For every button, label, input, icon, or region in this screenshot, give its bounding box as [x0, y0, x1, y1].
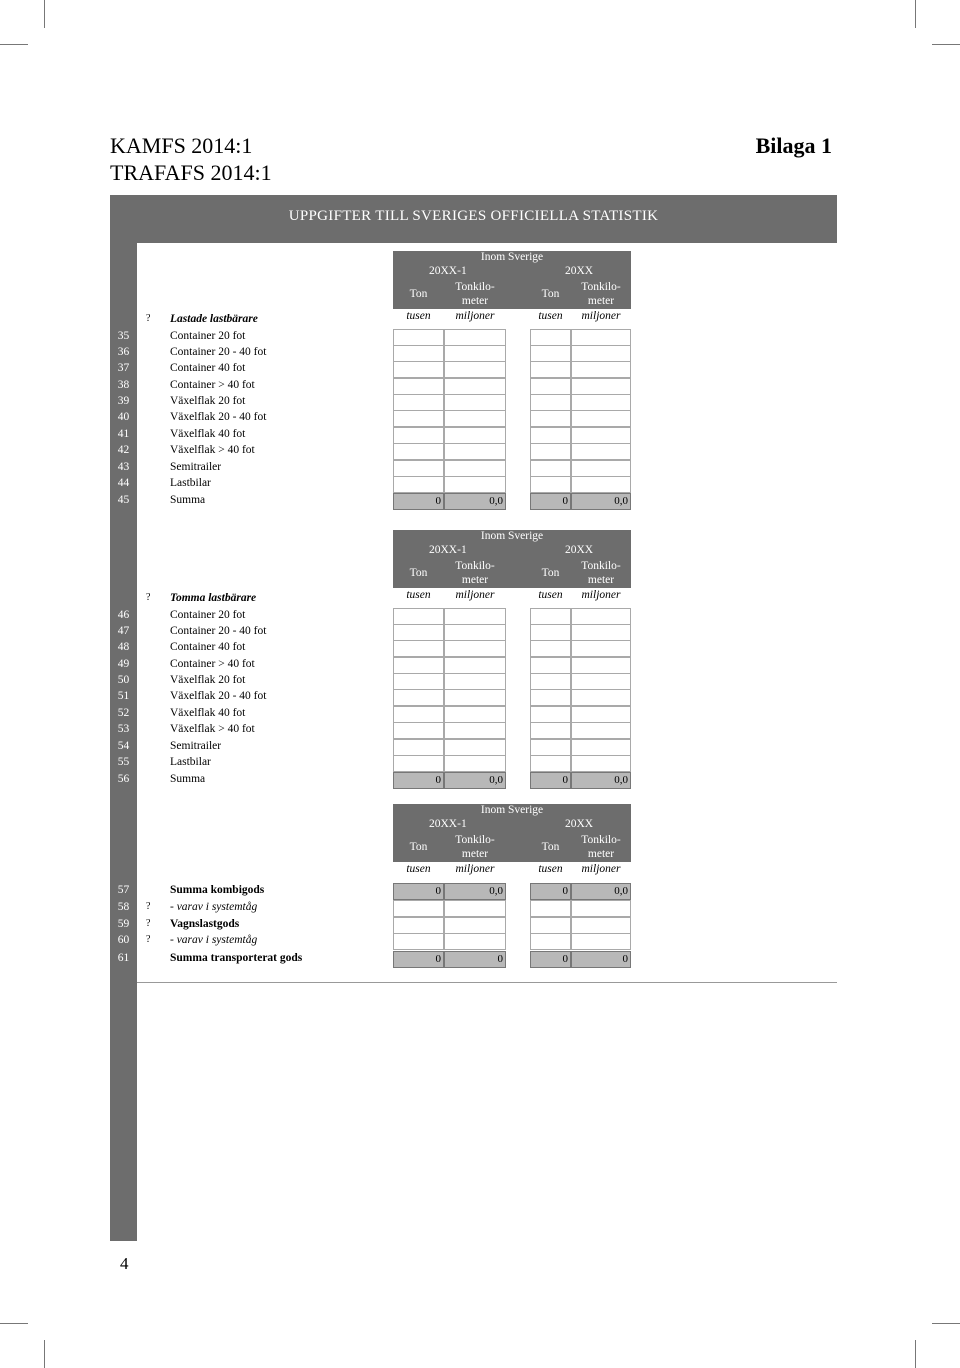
- row-number: 57: [117, 884, 130, 896]
- info-marker[interactable]: ?: [146, 900, 151, 912]
- info-marker[interactable]: ?: [146, 313, 151, 324]
- document-id: [110, 132, 272, 186]
- document-id-line1: KAMFS 2014:1: [110, 133, 253, 158]
- input-cell[interactable]: [393, 755, 444, 772]
- header-periods: [393, 818, 631, 832]
- page-number: 4: [120, 1254, 129, 1273]
- header-group-label: Inom Sverige: [480, 530, 544, 542]
- input-cell[interactable]: [530, 640, 571, 657]
- row-label: Container 40 fot: [170, 641, 246, 653]
- row-label: Semitrailer: [170, 461, 222, 473]
- input-cell[interactable]: [530, 476, 571, 493]
- header-col-text: Ton: [541, 567, 560, 579]
- row-label: Container 20 - 40 fot: [170, 346, 267, 358]
- row-number: 37: [117, 362, 130, 374]
- unit-label: miljoner: [581, 863, 621, 875]
- input-cell[interactable]: [444, 427, 506, 444]
- input-cell[interactable]: [571, 722, 631, 739]
- input-cell[interactable]: [393, 476, 444, 493]
- header-col-text: meter: [461, 574, 489, 586]
- header-col-text: Ton: [541, 841, 560, 853]
- header-col-text: Ton: [409, 567, 428, 579]
- crop-mark: [44, 1340, 45, 1368]
- row-number: 59: [117, 917, 130, 930]
- input-cell[interactable]: [393, 900, 444, 917]
- header-col-text: Tonkilo-: [455, 834, 495, 846]
- input-cell[interactable]: [444, 361, 506, 378]
- input-cell[interactable]: [444, 378, 506, 395]
- input-cell[interactable]: [571, 460, 631, 477]
- sum-cell: 0: [530, 883, 571, 900]
- row-label: Lastbilar: [170, 756, 211, 768]
- row-number: 55: [117, 756, 130, 768]
- row-number: 44: [117, 477, 130, 489]
- input-cell[interactable]: [571, 900, 631, 917]
- input-cell[interactable]: [571, 657, 631, 674]
- row-number: 51: [117, 690, 130, 702]
- row-number: 53: [117, 723, 130, 735]
- row-label: Container 40 fot: [170, 362, 246, 374]
- input-cell[interactable]: [444, 394, 506, 411]
- header-col-1: [393, 840, 444, 854]
- row-label: Växelflak 20 fot: [170, 674, 246, 686]
- header-col-3: [530, 840, 571, 854]
- sum-cell: 0: [393, 772, 444, 789]
- info-marker[interactable]: ?: [146, 592, 151, 603]
- header-columns: [393, 832, 631, 862]
- input-cell[interactable]: [530, 460, 571, 477]
- input-cell[interactable]: [571, 345, 631, 362]
- header-group-label: Inom Sverige: [480, 251, 544, 263]
- header-col-3: [530, 566, 571, 580]
- input-cell[interactable]: [530, 361, 571, 378]
- header-col-text: meter: [461, 848, 489, 860]
- column-header: [393, 522, 631, 600]
- input-cell[interactable]: [571, 739, 631, 756]
- input-cell[interactable]: [571, 394, 631, 411]
- header-col-1: [393, 566, 444, 580]
- crop-mark: [915, 1340, 916, 1368]
- document-id-line2: TRAFAFS 2014:1: [110, 160, 272, 185]
- input-cell[interactable]: [530, 933, 571, 950]
- unit-label: miljoner: [455, 589, 495, 601]
- row-label: - varav i systemtåg: [170, 900, 258, 913]
- input-cell[interactable]: [571, 755, 631, 772]
- period-2-label: 20XX: [565, 265, 594, 277]
- sum-cell: 0: [571, 951, 631, 968]
- row-number: 52: [117, 707, 130, 719]
- input-cell[interactable]: [444, 933, 506, 950]
- header-col-4: [571, 280, 631, 308]
- input-cell[interactable]: [530, 739, 571, 756]
- banner: [110, 195, 837, 243]
- input-cell[interactable]: [530, 427, 571, 444]
- input-cell[interactable]: [393, 624, 444, 641]
- input-cell[interactable]: [530, 706, 571, 723]
- input-cell[interactable]: [393, 608, 444, 625]
- header-col-3: [530, 287, 571, 301]
- input-cell[interactable]: [530, 410, 571, 427]
- header-periods: [393, 544, 631, 558]
- period-1-label: 20XX-1: [429, 818, 467, 830]
- input-cell[interactable]: [393, 460, 444, 477]
- header-group-label: Inom Sverige: [480, 804, 544, 816]
- row-label: Växelflak 40 fot: [170, 707, 246, 719]
- unit-label: tusen: [538, 863, 563, 875]
- input-cell[interactable]: [571, 476, 631, 493]
- input-cell[interactable]: [393, 329, 444, 346]
- input-cell[interactable]: [571, 427, 631, 444]
- header-col-text: meter: [587, 848, 615, 860]
- sum-cell: 0,0: [571, 772, 631, 789]
- header-col-text: Ton: [541, 288, 560, 300]
- sum-cell: 0: [393, 493, 444, 510]
- row-label: Växelflak 20 - 40 fot: [170, 690, 267, 702]
- header-col-text: Tonkilo-: [455, 560, 495, 572]
- row-number: 38: [117, 379, 130, 391]
- crop-mark: [915, 0, 916, 28]
- input-cell[interactable]: [571, 917, 631, 934]
- input-cell[interactable]: [393, 933, 444, 950]
- unit-label: miljoner: [581, 589, 621, 601]
- input-cell[interactable]: [393, 657, 444, 674]
- header-col-text: Tonkilo-: [581, 560, 621, 572]
- header-col-text: Tonkilo-: [581, 281, 621, 293]
- sum-cell: 0: [393, 883, 444, 900]
- input-cell[interactable]: [530, 394, 571, 411]
- unit-label: miljoner: [455, 310, 495, 322]
- period-1-label: 20XX-1: [429, 544, 467, 556]
- row-label: Summa transporterat gods: [170, 952, 303, 965]
- input-cell[interactable]: [444, 460, 506, 477]
- input-cell[interactable]: [571, 378, 631, 395]
- sum-cell: 0: [393, 951, 444, 968]
- input-cell[interactable]: [444, 739, 506, 756]
- sum-cell: 0: [530, 493, 571, 510]
- row-number: 40: [117, 411, 130, 423]
- header-group: [393, 804, 631, 818]
- unit-label: miljoner: [455, 863, 495, 875]
- period-2-label: 20XX: [565, 818, 594, 830]
- header-col-text: Tonkilo-: [455, 281, 495, 293]
- column-header: [393, 243, 631, 321]
- input-cell[interactable]: [444, 329, 506, 346]
- header-col-2: [444, 559, 506, 587]
- input-cell[interactable]: [571, 706, 631, 723]
- row-label: - varav i systemtåg: [170, 934, 258, 947]
- header-group: [393, 251, 631, 265]
- input-cell[interactable]: [571, 689, 631, 706]
- header-group: [393, 530, 631, 544]
- row-label: Summa: [170, 773, 206, 785]
- crop-mark: [932, 44, 960, 45]
- input-cell[interactable]: [444, 755, 506, 772]
- input-cell[interactable]: [530, 608, 571, 625]
- unit-label: tusen: [406, 589, 431, 601]
- unit-label: tusen: [538, 310, 563, 322]
- sum-cell: 0,0: [444, 493, 506, 510]
- row-label: Container 20 - 40 fot: [170, 625, 267, 637]
- row-number: 41: [117, 428, 130, 440]
- header-col-2: [444, 280, 506, 308]
- header-columns: [393, 558, 631, 588]
- header-col-text: Ton: [409, 288, 428, 300]
- sum-cell: 0,0: [444, 772, 506, 789]
- input-cell[interactable]: [571, 640, 631, 657]
- input-cell[interactable]: [530, 917, 571, 934]
- crop-mark: [0, 44, 28, 45]
- input-cell[interactable]: [444, 706, 506, 723]
- row-label: Container > 40 fot: [170, 658, 255, 670]
- unit-label: tusen: [406, 310, 431, 322]
- input-cell[interactable]: [393, 394, 444, 411]
- crop-mark: [44, 0, 45, 28]
- input-cell[interactable]: [530, 657, 571, 674]
- row-number: 50: [117, 674, 130, 686]
- input-cell[interactable]: [530, 345, 571, 362]
- input-cell[interactable]: [393, 640, 444, 657]
- header-col-text: meter: [587, 295, 615, 307]
- input-cell[interactable]: [393, 673, 444, 690]
- header-col-2: [444, 833, 506, 861]
- row-number: 47: [117, 625, 130, 637]
- header-col-text: Tonkilo-: [581, 834, 621, 846]
- input-cell[interactable]: [571, 673, 631, 690]
- input-cell[interactable]: [530, 378, 571, 395]
- info-marker[interactable]: ?: [146, 934, 151, 946]
- sum-cell: 0,0: [444, 883, 506, 900]
- column-header: [393, 796, 631, 874]
- input-cell[interactable]: [530, 900, 571, 917]
- unit-label: miljoner: [581, 310, 621, 322]
- row-number: 54: [117, 740, 130, 752]
- input-cell[interactable]: [444, 673, 506, 690]
- unit-label: tusen: [406, 863, 431, 875]
- section-title: Tomma lastbärare: [170, 592, 257, 604]
- input-cell[interactable]: [530, 443, 571, 460]
- info-marker[interactable]: ?: [146, 917, 151, 929]
- sum-cell: 0,0: [571, 883, 631, 900]
- input-cell[interactable]: [571, 329, 631, 346]
- row-number: 35: [117, 330, 130, 342]
- input-cell[interactable]: [393, 722, 444, 739]
- row-label: Växelflak 20 fot: [170, 395, 246, 407]
- input-cell[interactable]: [393, 689, 444, 706]
- row-number: 60: [117, 934, 130, 947]
- input-cell[interactable]: [530, 329, 571, 346]
- section-title: Lastade lastbärare: [170, 313, 258, 325]
- input-cell[interactable]: [530, 722, 571, 739]
- input-cell[interactable]: [571, 410, 631, 427]
- header-col-text: Ton: [409, 841, 428, 853]
- input-cell[interactable]: [444, 722, 506, 739]
- appendix-label: Bilaga 1: [755, 133, 832, 158]
- row-label: Summa: [170, 494, 206, 506]
- input-cell[interactable]: [393, 378, 444, 395]
- row-number: 43: [117, 461, 130, 473]
- input-cell[interactable]: [530, 689, 571, 706]
- input-cell[interactable]: [444, 443, 506, 460]
- input-cell[interactable]: [571, 608, 631, 625]
- header-col-1: [393, 287, 444, 301]
- input-cell[interactable]: [571, 361, 631, 378]
- input-cell[interactable]: [393, 739, 444, 756]
- row-number: 61: [117, 952, 130, 965]
- sum-cell: 0: [530, 951, 571, 968]
- input-cell[interactable]: [571, 624, 631, 641]
- banner-title: UPPGIFTER TILL SVERIGES OFFICIELLA STATISTIK: [288, 208, 659, 224]
- row-label: Container 20 fot: [170, 330, 246, 342]
- row-number: 36: [117, 346, 130, 358]
- period-1-label: 20XX-1: [429, 265, 467, 277]
- row-number: 56: [117, 773, 130, 785]
- sum-cell: 0,0: [571, 493, 631, 510]
- row-number: 46: [117, 609, 130, 621]
- row-label: Container 20 fot: [170, 609, 246, 621]
- row-label: Vagnslastgods: [170, 917, 240, 930]
- header-col-4: [571, 559, 631, 587]
- input-cell[interactable]: [444, 900, 506, 917]
- row-label: Växelflak > 40 fot: [170, 723, 255, 735]
- row-label: Växelflak > 40 fot: [170, 444, 255, 456]
- row-label: Växelflak 20 - 40 fot: [170, 411, 267, 423]
- input-cell[interactable]: [530, 755, 571, 772]
- input-cell[interactable]: [444, 410, 506, 427]
- bottom-rule: [137, 982, 837, 983]
- input-cell[interactable]: [444, 476, 506, 493]
- input-cell[interactable]: [393, 706, 444, 723]
- row-number: 45: [117, 494, 130, 506]
- input-cell[interactable]: [393, 443, 444, 460]
- input-cell[interactable]: [444, 640, 506, 657]
- input-cell[interactable]: [393, 410, 444, 427]
- row-label: Container > 40 fot: [170, 379, 255, 391]
- row-label: Lastbilar: [170, 477, 211, 489]
- row-label: Summa kombigods: [170, 884, 265, 896]
- row-number: 39: [117, 395, 130, 407]
- input-cell[interactable]: [444, 624, 506, 641]
- row-label: Semitrailer: [170, 740, 222, 752]
- row-number: 58: [117, 900, 130, 913]
- row-label: Växelflak 40 fot: [170, 428, 246, 440]
- row-number: 42: [117, 444, 130, 456]
- input-cell[interactable]: [393, 427, 444, 444]
- input-cell[interactable]: [444, 917, 506, 934]
- sum-cell: 0: [530, 772, 571, 789]
- row-number: 48: [117, 641, 130, 653]
- header-col-4: [571, 833, 631, 861]
- header-periods: [393, 265, 631, 279]
- header-col-text: meter: [587, 574, 615, 586]
- period-2-label: 20XX: [565, 544, 594, 556]
- sum-cell: 0: [444, 951, 506, 968]
- crop-mark: [0, 1323, 28, 1324]
- input-cell[interactable]: [444, 345, 506, 362]
- input-cell[interactable]: [530, 624, 571, 641]
- unit-label: tusen: [538, 589, 563, 601]
- input-cell[interactable]: [393, 361, 444, 378]
- input-cell[interactable]: [530, 673, 571, 690]
- crop-mark: [932, 1323, 960, 1324]
- input-cell[interactable]: [393, 345, 444, 362]
- input-cell[interactable]: [571, 443, 631, 460]
- input-cell[interactable]: [444, 689, 506, 706]
- row-number: 49: [117, 658, 130, 670]
- input-cell[interactable]: [393, 917, 444, 934]
- input-cell[interactable]: [571, 933, 631, 950]
- input-cell[interactable]: [444, 657, 506, 674]
- header-columns: [393, 279, 631, 309]
- header-col-text: meter: [461, 295, 489, 307]
- input-cell[interactable]: [444, 608, 506, 625]
